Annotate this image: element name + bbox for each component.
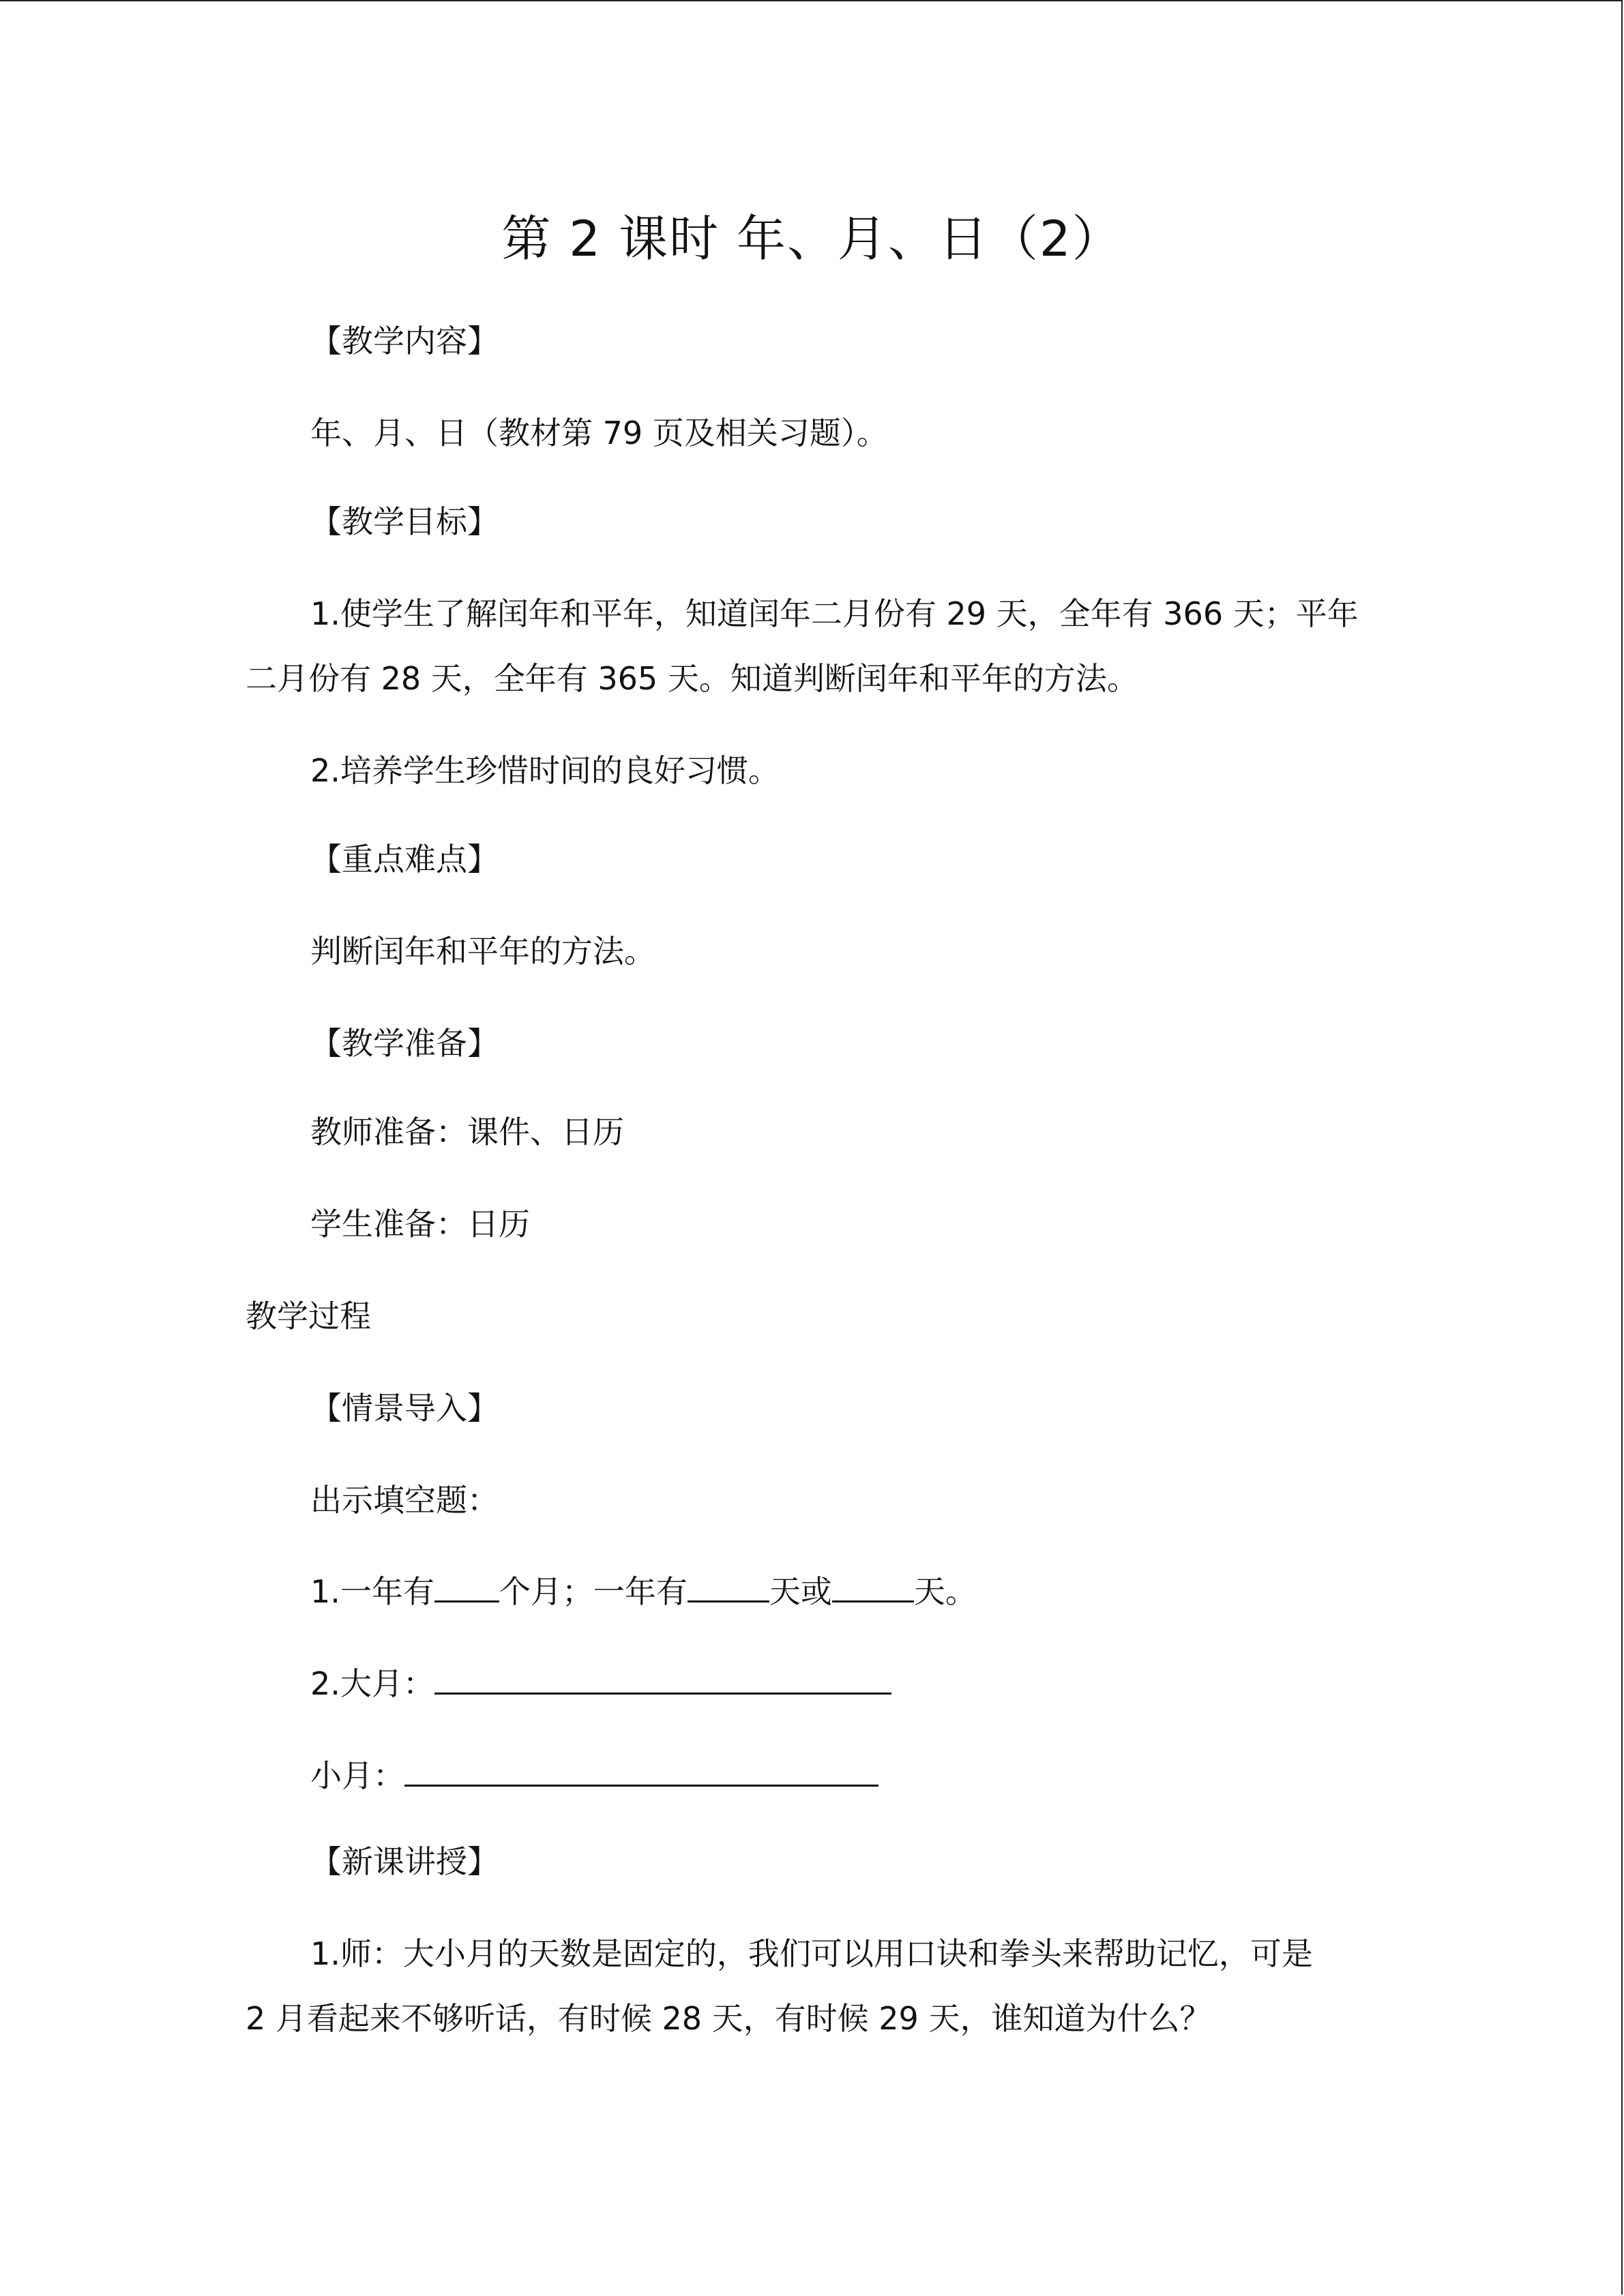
intro-text: 出示填空题： [310,1482,499,1519]
question-1-part-b: 个月；一年有 [499,1573,688,1610]
process-heading: 教学过程 [246,1298,371,1335]
question-2-small [310,1749,879,1800]
question-1-part-a: 1.一年有 [310,1573,434,1610]
key-text: 判断闰年和平年的方法。 [310,933,655,970]
prep-heading: 【教学准备】 [310,1025,499,1062]
prep-student: 学生准备：日历 [310,1206,530,1242]
new-heading: 【新课讲授】 [310,1843,499,1880]
question-1 [310,1565,977,1615]
page-title: 第 2 课时 年、月、日（2） [501,210,1123,267]
new-1-line1: 1.师：大小月的天数是固定的，我们可以用口诀和拳头来帮助记忆，可是 [310,1935,1313,1972]
goal-heading: 【教学目标】 [310,503,499,540]
content-heading: 【教学内容】 [310,323,499,359]
content-text: 年、月、日（教材第 79 页及相关习题）。 [310,415,888,451]
new-1-line2: 2 月看起来不够听话，有时候 28 天，有时候 29 天，谁知道为什么？ [246,2000,1211,2037]
question-1-part-d: 天。 [913,1573,977,1610]
question-1-part-c: 天或 [769,1573,832,1610]
small-month-blank[interactable] [404,1749,879,1787]
goal-2: 2.培养学生珍惜时间的良好习惯。 [310,752,780,789]
key-heading: 【重点难点】 [310,841,499,878]
days-blank-2[interactable] [832,1565,914,1602]
goal-1-line1: 1.使学生了解闰年和平年，知道闰年二月份有 29 天，全年有 366 天；平年 [310,595,1359,632]
prep-teacher: 教师准备：课件、日历 [310,1114,624,1150]
intro-heading: 【情景导入】 [310,1390,499,1427]
small-month-label: 小月： [310,1757,404,1794]
months-blank[interactable] [434,1565,499,1602]
days-blank-1[interactable] [688,1565,769,1602]
question-2-big [310,1657,891,1708]
big-month-label: 2.大月： [310,1665,434,1702]
goal-1-line2: 二月份有 28 天，全年有 365 天。知道判断闰年和平年的方法。 [246,660,1138,697]
big-month-blank[interactable] [434,1657,891,1695]
